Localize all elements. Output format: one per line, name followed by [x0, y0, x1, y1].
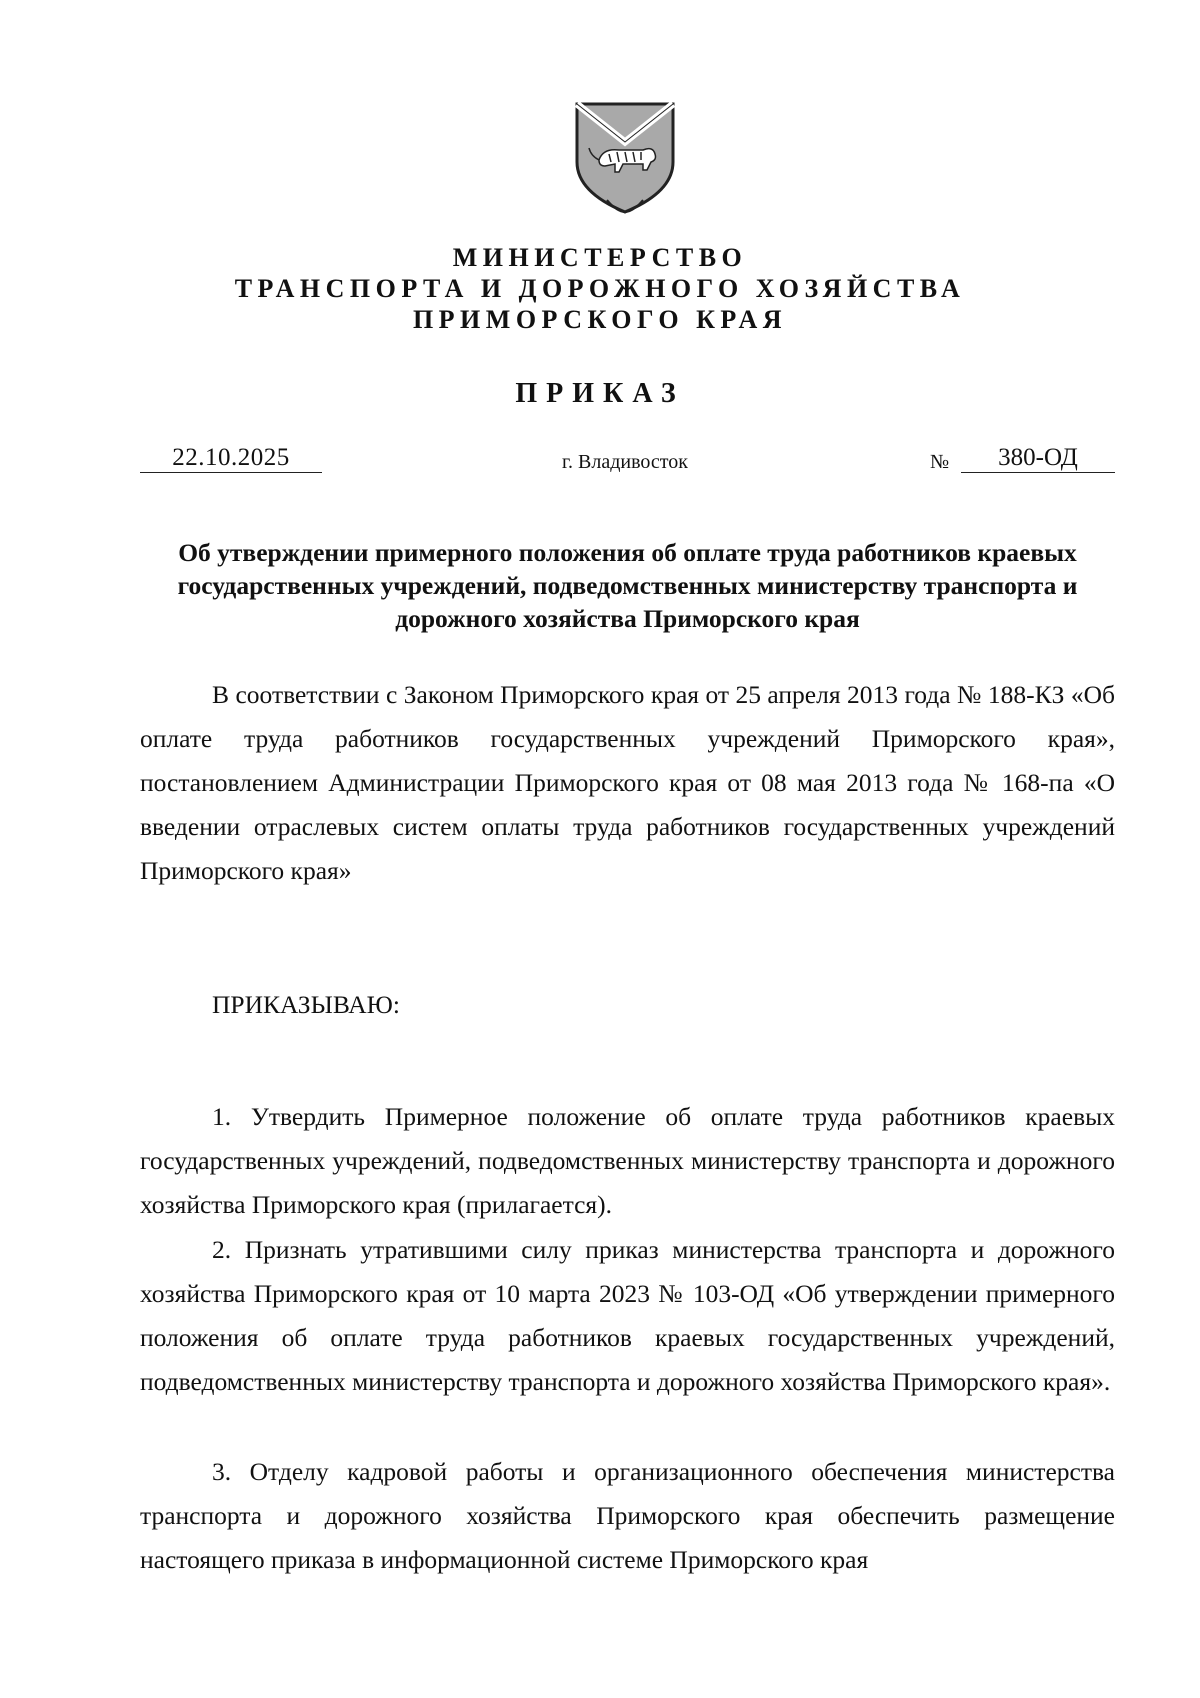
- order-city: г. Владивосток: [562, 451, 688, 473]
- order-title: Об утверждении примерного положения об оплате труда работников краевых государственных учреждений, подведомственных министерству транспорта и дорожного хозяйства Приморского края: [177, 538, 1078, 633]
- coat-of-arms-icon: [573, 100, 677, 218]
- order-directive: ПРИКАЗЫВАЮ:: [212, 990, 400, 1019]
- document-type: ПРИКАЗ: [515, 378, 685, 409]
- order-item-3: 3. Отделу кадровой работы и организационного обеспечения министерства транспорта и дорожного хозяйства Приморского края обеспечить размещение настоящего приказа в информационной системе Приморского края: [140, 1457, 1115, 1574]
- order-number: 380-ОД: [961, 444, 1115, 473]
- ministry-name-line-3: ПРИМОРСКОГО КРАЯ: [412, 305, 788, 334]
- order-date: 22.10.2025: [140, 444, 322, 473]
- ministry-name-line-2: ТРАНСПОРТА И ДОРОЖНОГО ХОЗЯЙСТВА: [234, 274, 966, 303]
- order-item-1: 1. Утвердить Примерное положение об оплате труда работников краевых государственных учреждений, подведомственных министерству транспорта и дорожного хозяйства Приморского края (прилагается).: [140, 1102, 1115, 1219]
- ministry-name-line-1: МИНИСТЕРСТВО: [452, 243, 748, 272]
- order-item-2: 2. Признать утратившими силу приказ министерства транспорта и дорожного хозяйства Приморского края от 10 марта 2023 № 103-ОД «Об утверждении примерного положения об оплате труда работников краевых государственных учреждений, подведомственных министерству транспорта и дорожного хозяйства Приморского края».: [140, 1235, 1115, 1396]
- preamble-paragraph: В соответствии с Законом Приморского края от 25 апреля 2013 года № 188-КЗ «Об оплате труда работников государственных учреждений Приморского края», постановлением Администрации Приморского края от 08 мая 2013 года № 168-па «О введении отраслевых систем оплаты труда работников государственных учреждений Приморского края»: [140, 680, 1115, 885]
- number-sign: №: [930, 451, 950, 473]
